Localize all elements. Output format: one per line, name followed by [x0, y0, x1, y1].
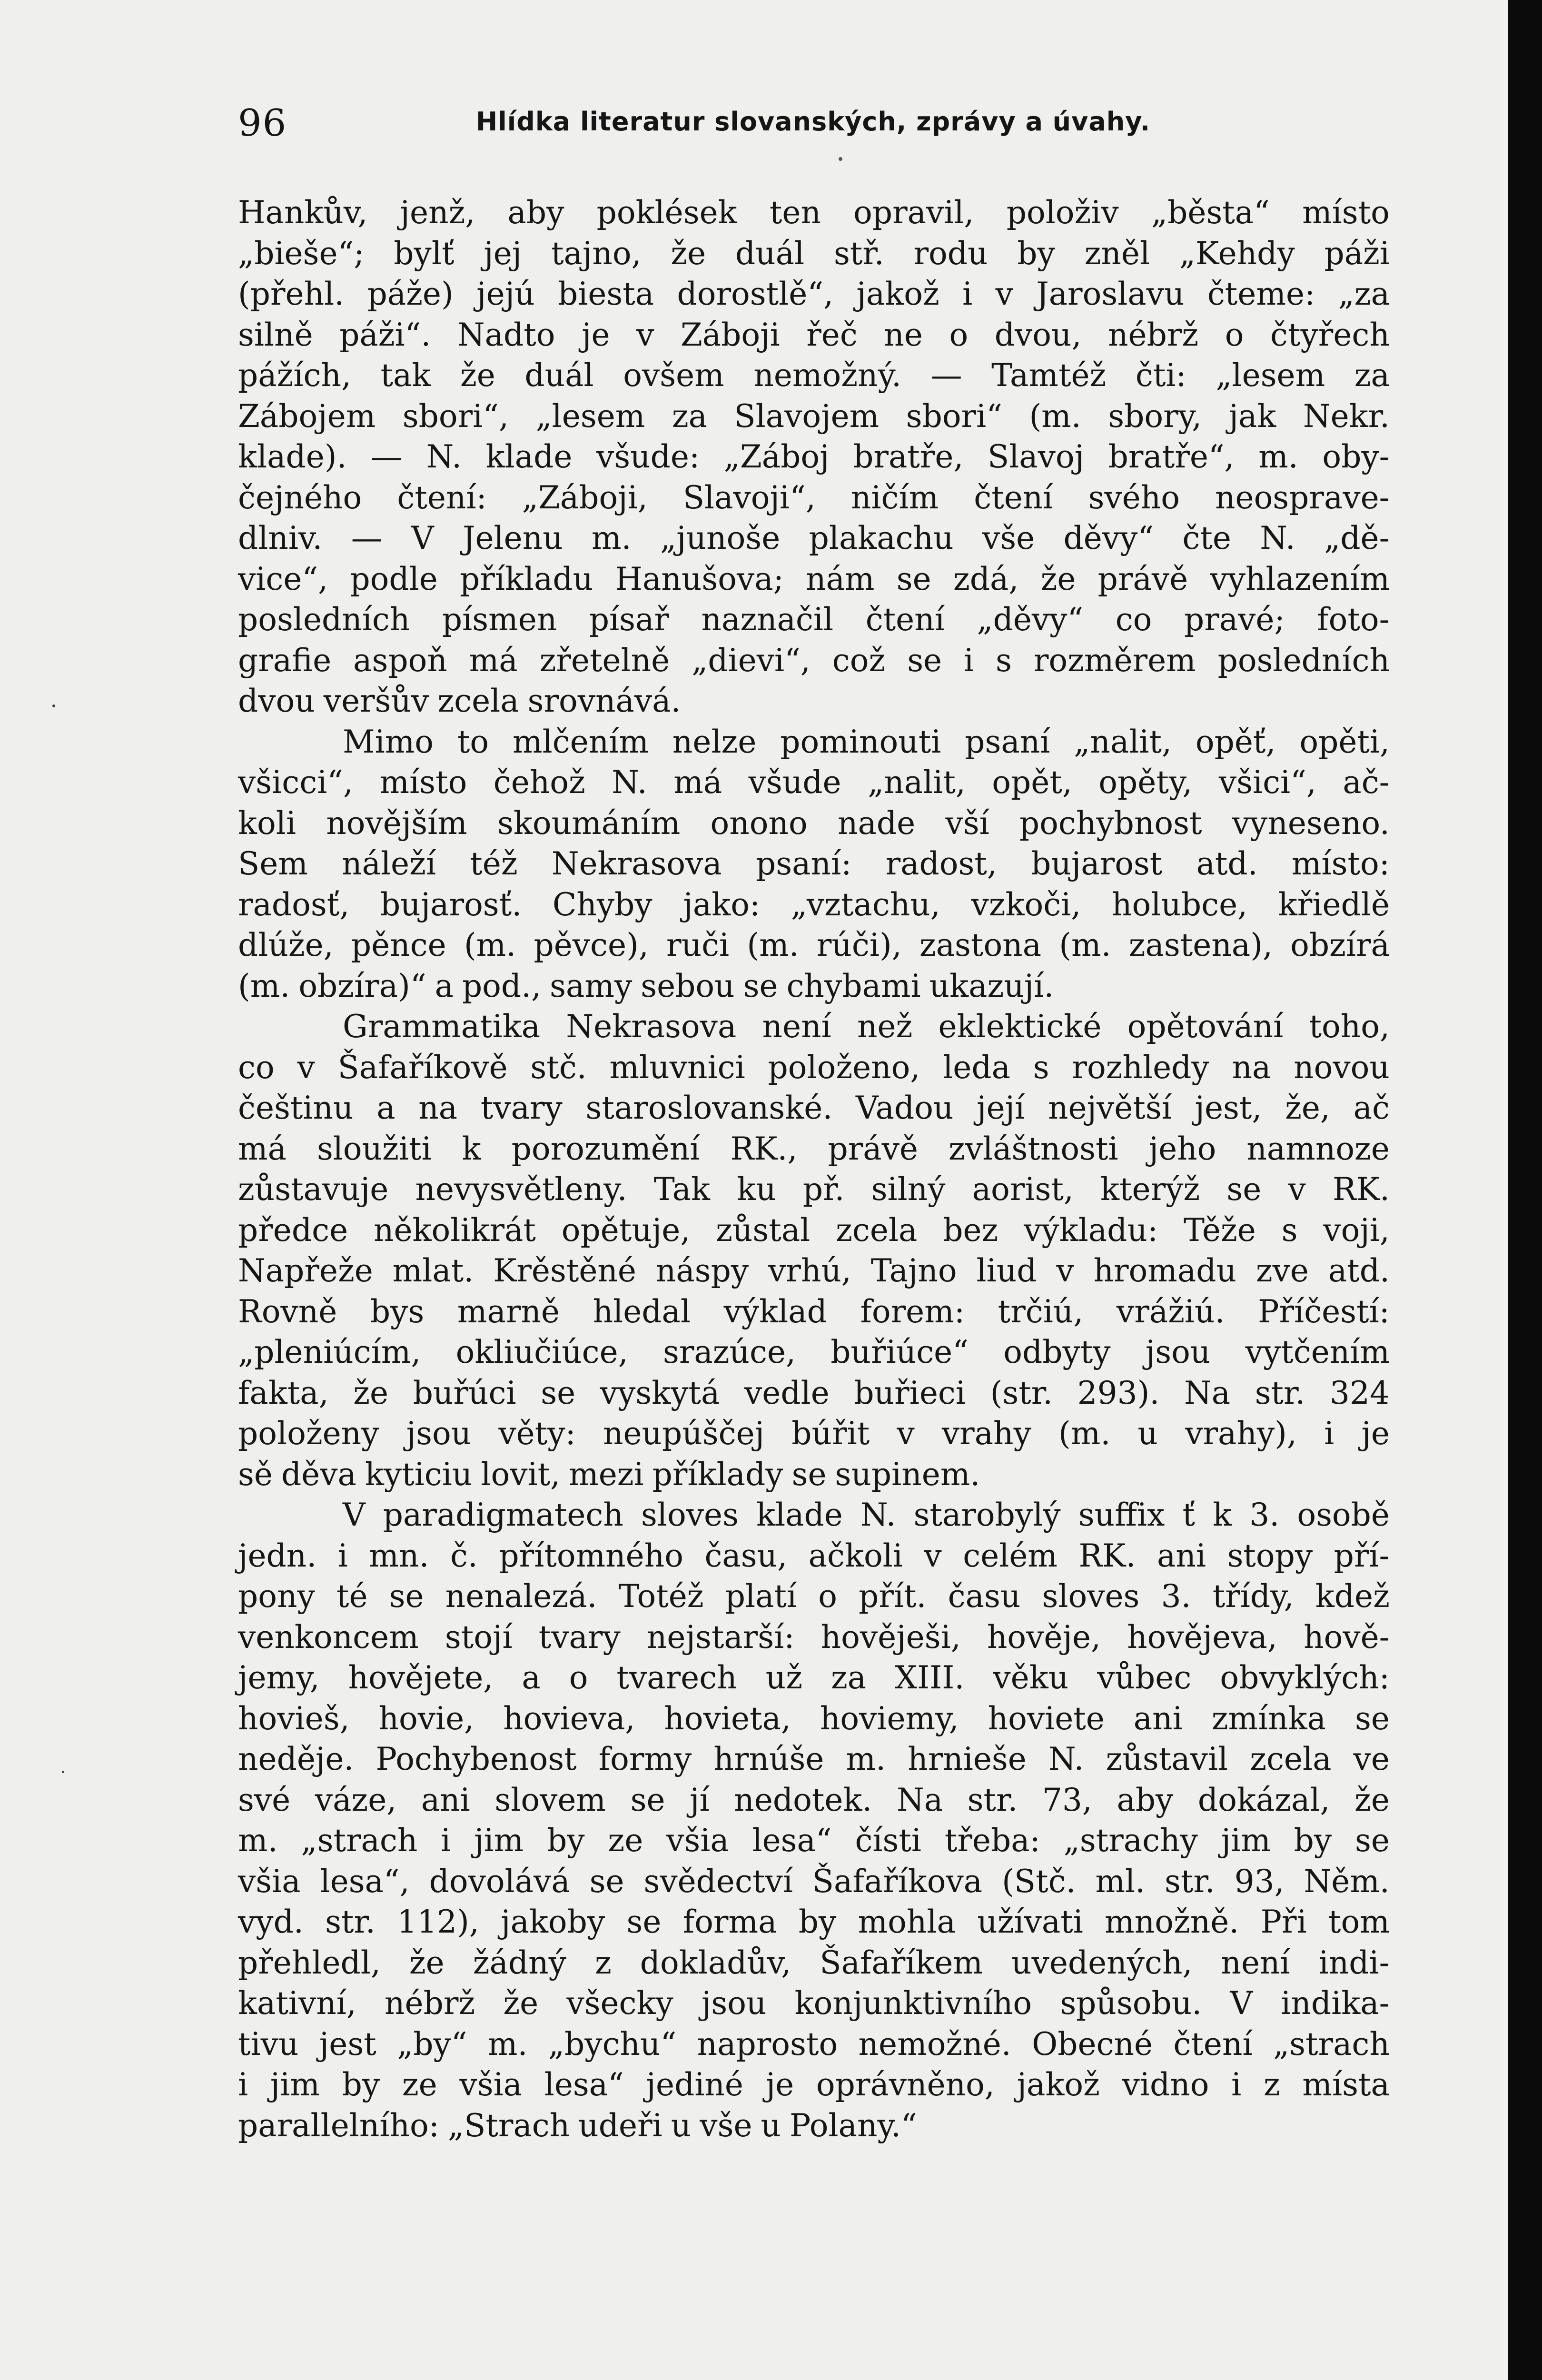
text-line: (přehl. páže) jejú biesta dorostlě“, jakož i v Jaroslavu čteme: „za [238, 276, 1390, 312]
text-line: Hankův, jenž, aby poklések ten opravil, položiv „běsta“ místo [238, 194, 1390, 231]
scan-edge [1508, 0, 1542, 2380]
text-line: fakta, že buřúci se vyskytá vedle buřieci (str. 293). Na str. 324 [238, 1374, 1390, 1411]
text-line: Zábojem sbori“, „lesem za Slavojem sbori“ (m. sbory, jak Nekr. [238, 397, 1390, 435]
text-line: i jim by ze všia lesa“ jediné je oprávněno, jakož vidno i z místa [238, 2066, 1390, 2103]
text-line: pážích, tak že duál ovšem nemožný. — Tamtéž čti: „lesem za [238, 357, 1390, 394]
text-line: sě děva kyticiu lovit, mezi příklady se supinem. [238, 1456, 980, 1493]
text-line: Mimo to mlčením nelze pominouti psaní „nalit, opěť, opěti, [343, 723, 1390, 760]
page-header [238, 95, 1390, 152]
text-line: posledních písmen písař naznačil čtení „děvy“ co pravé; foto- [238, 601, 1390, 638]
text-line: dlniv. — V Jelenu m. „junoše plakachu vše děvy“ čte N. „dě- [238, 520, 1390, 556]
text-line: „bieše“; bylť jej tajno, že duál stř. rodu by zněl „Kehdy páži [238, 235, 1390, 272]
text-line: dvou veršův zcela srovnává. [238, 683, 681, 719]
page-number: 96 [238, 102, 287, 145]
text-line: jedn. i mn. č. přítomného času, ačkoli v celém RK. ani stopy pří- [238, 1537, 1390, 1574]
ink-speck [839, 157, 842, 161]
text-line: venkoncem stojí tvary nejstarší: hověješi, hověje, hověјeva, hově- [238, 1618, 1390, 1656]
text-line: češtinu a na tvary staroslovanské. Vadou její největší jest, že, ač [238, 1090, 1390, 1126]
text-line: vice“, podle příkladu Hanušova; nám se zdá, že právě vyhlazením [238, 560, 1390, 597]
body-text [238, 192, 1390, 2146]
text-line: Rovně bys marně hledal výklad forem: trčiú, vrážiú. Příčestí: [238, 1293, 1390, 1330]
text-line: čejného čtení: „Záboji, Slavoji“, ničím čtení svého neosprave- [238, 479, 1390, 516]
text-line: vyd. str. 112), jakoby se forma by mohla užívati množně. Při tom [238, 1904, 1390, 1940]
text-line: předce několikrát opětuje, zůstal zcela bez výkladu: Těže s voji, [238, 1211, 1390, 1249]
text-line: všicci“, místo čehož N. má všude „nalit, opět, opěty, všici“, ač- [238, 764, 1390, 801]
text-line: klade). — N. klade všude: „Záboj bratře, Slavoj bratře“, m. oby- [238, 438, 1390, 475]
text-line: co v Šafaříkově stč. mluvnici položeno, leda s rozhledy na novou [238, 1049, 1390, 1086]
ink-speck [52, 704, 55, 707]
text-line: tivu jest „by“ m. „bychu“ naprosto nemožné. Obecné čtení „strach [238, 2025, 1390, 2063]
text-line: zůstavuje nevysvětleny. Tak ku př. silný aorist, kterýž se v RK. [238, 1171, 1390, 1208]
text-line: dlúže, pěnce (m. pěvce), ruči (m. rúči), zastona (m. zastena), obzírá [238, 927, 1390, 963]
text-line: položeny jsou věty: neupúščej búřit v vrahy (m. u vrahy), i je [238, 1415, 1390, 1452]
text-line: pony té se nenalezá. Totéž platí o přít. času sloves 3. třídy, kdež [238, 1578, 1390, 1615]
text-line: grafie aspoň má zřetelně „dievi“, což se i s rozměrem posledních [238, 642, 1390, 679]
text-line: neděje. Pochybenost formy hrnúše m. hrniešе N. zůstavil zcela ve [238, 1741, 1390, 1777]
text-line: m. „strach i jim by ze všia lesa“ čísti třeba: „strachy jim by se [238, 1822, 1390, 1859]
text-line: své váze, ani slovem se jí nedotek. Na str. 73, aby dokázal, že [238, 1781, 1390, 1818]
text-line: kativní, nébrž že všecky jsou konjunktivního spůsobu. V indika- [238, 1985, 1390, 2022]
text-line: silně páži“. Nadto je v Záboji řeč ne o dvou, nébrž o čtyřech [238, 316, 1390, 353]
text-line: V paradigmatech sloves klade N. starobylý suffix ť k 3. osobě [343, 1497, 1390, 1533]
text-line: parallelního: „Strach udeři u vše u Polany.“ [238, 2107, 917, 2144]
text-line: „pleniúcím, okliučiúce, srazúce, buřiúce“ odbyty jsou vytčením [238, 1334, 1390, 1370]
text-line: (m. obzíra)“ a pod., samy sebou se chybami ukazují. [238, 967, 1054, 1004]
text-line: Sem náleží též Nekrasova psaní: radost, bujarost atd. místo: [238, 845, 1390, 882]
text-line: koli novějším skoumáním onono nade vší pochybnost vyneseno. [238, 804, 1390, 842]
text-line: jemy, hovějete, a o tvarech už za XIII. věku vůbec obvyklých: [238, 1659, 1390, 1696]
text-line: Napřeže mlat. Krěstěné náspy vrhú, Tajno liud v hromadu zve atd. [238, 1252, 1390, 1289]
ink-speck [62, 1771, 64, 1773]
text-line: všia lesa“, dovolává se svědectví Šafaříkova (Stč. ml. str. 93, Něm. [238, 1863, 1390, 1900]
text-line: přehledl, že žádný z dokladův, Šafaříkem uvedených, není indi- [238, 1944, 1390, 1981]
text-line: má sloužiti k porozumění RK., právě zvláštnosti jeho namnoze [238, 1130, 1390, 1167]
text-line: radosť, bujarosť. Chyby jako: „vztachu, vzkoči, holubce, křiedlě [238, 886, 1390, 923]
running-head: Hlídka literatur slovanských, zprávy a úvahy. [476, 107, 1150, 137]
text-line: hovieš, hovie, hovieva, hovieta, hoviemy, hoviete ani zmínka se [238, 1700, 1390, 1737]
text-line: Grammatika Nekrasova není než eklektické opětování toho, [343, 1008, 1390, 1045]
